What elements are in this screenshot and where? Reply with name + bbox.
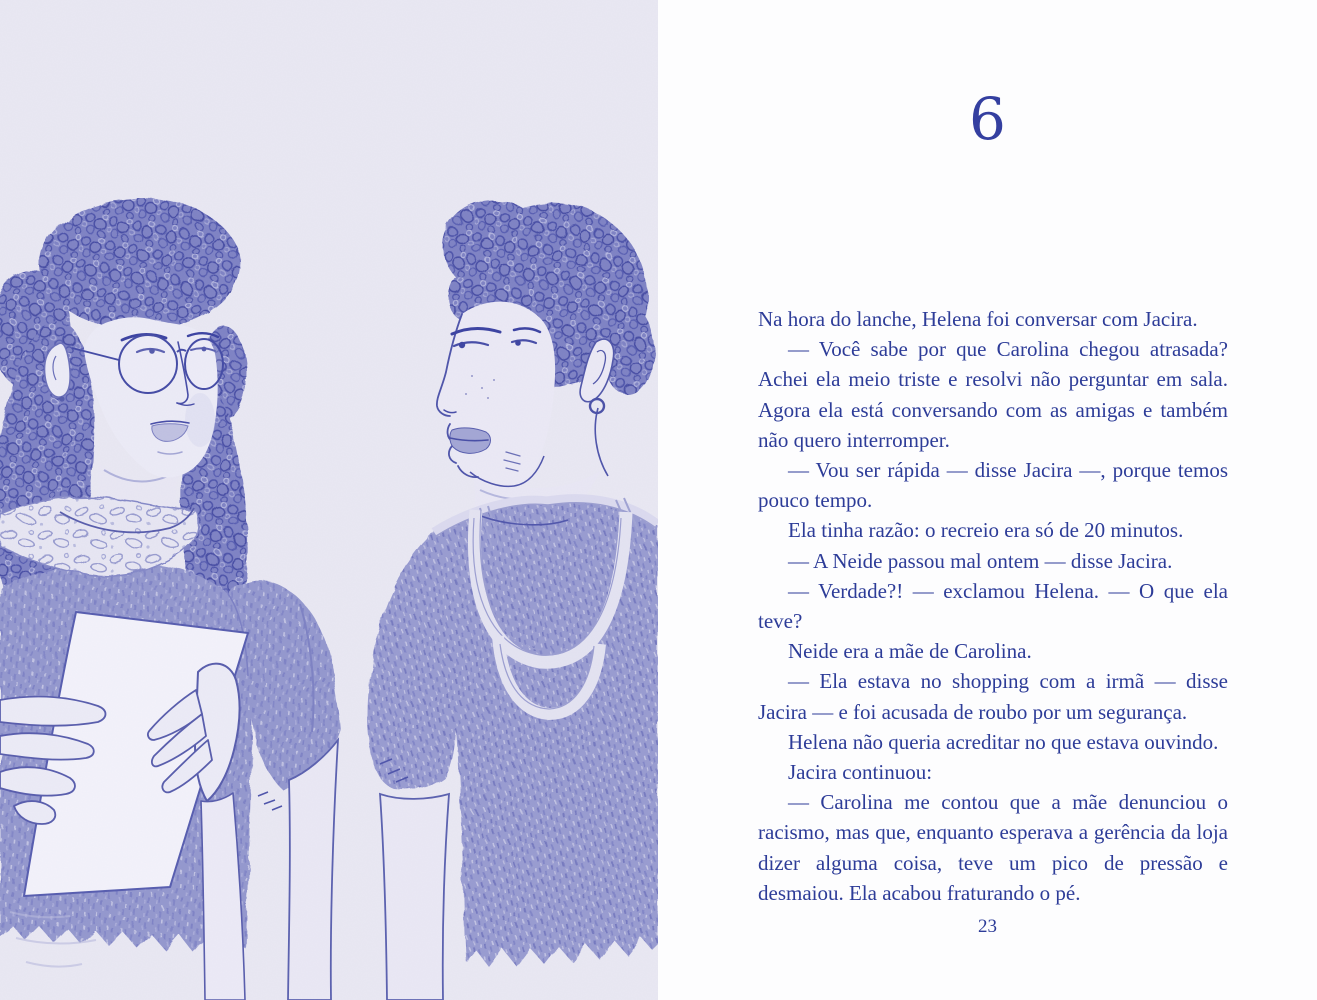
paragraph: — Vou ser rápida — disse Jacira —, porque temos pouco tempo. [758, 458, 1228, 513]
paragraph: — A Neide passou mal ontem — disse Jacira. [788, 548, 1173, 573]
paper-grain-overlay [0, 0, 658, 1000]
paragraph: — Você sabe por que Carolina chegou atrasada? Achei ela meio triste e resolvi não perguntar em sala. Agora ela está conversando com as amigas e também não quero interromper. [758, 337, 1228, 452]
page-illustration [0, 0, 658, 1000]
page-text [658, 0, 1317, 1000]
illustration-two-women [0, 0, 658, 1000]
paragraph: Na hora do lanche, Helena foi conversar com Jacira. [758, 307, 1198, 331]
paragraph: Ela tinha razão: o recreio era só de 20 minutos. [788, 518, 1184, 543]
paragraph: — Ela estava no shopping com a irmã — disse Jacira — e foi acusada de roubo por um segurança. [758, 669, 1228, 724]
paragraph: Helena não queria acreditar no que estava ouvindo. [788, 729, 1219, 754]
chapter-text-block [758, 304, 1228, 908]
paragraph: — Verdade?! — exclamou Helena. — O que ela teve? [758, 578, 1228, 634]
paragraph: Jacira continuou: [788, 760, 933, 785]
paragraph: — Carolina me contou que a mãe denunciou o racismo, mas que, enquanto esperava a gerência da loja dizer alguma coisa, teve um pico de pressão e desmaiou. Ela acabou fraturando o pé. [758, 790, 1228, 905]
paragraph: Neide era a mãe de Carolina. [788, 639, 1032, 664]
page-number: 23 [978, 916, 997, 937]
chapter-number: 6 [969, 85, 1006, 153]
